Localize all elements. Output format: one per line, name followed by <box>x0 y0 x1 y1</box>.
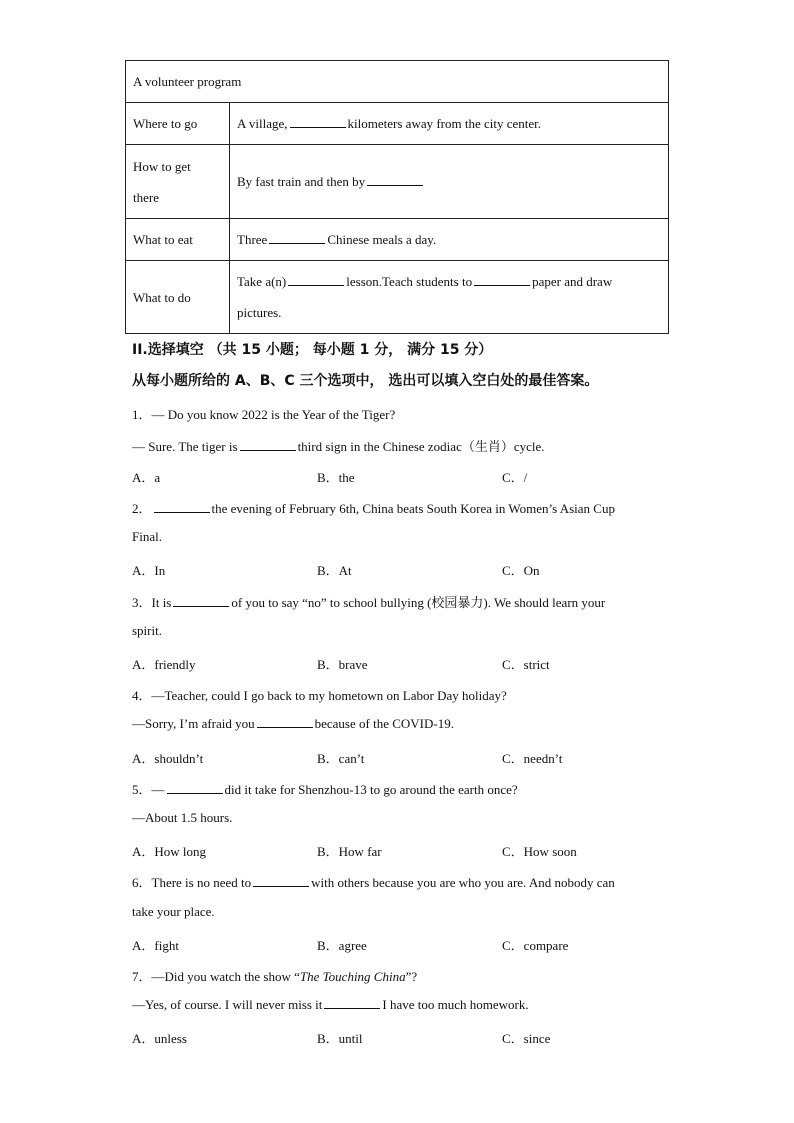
option-a[interactable]: A．a <box>132 470 161 485</box>
option-c[interactable]: C．since <box>502 1031 551 1046</box>
question-6-line-1: 6．There is no need to with others because you are who you are. And nobody can <box>132 875 615 890</box>
answer-blank[interactable] <box>257 717 313 728</box>
option-b[interactable]: B．agree <box>317 938 367 953</box>
answer-blank[interactable] <box>324 998 380 1009</box>
answer-blank[interactable] <box>290 117 346 128</box>
row-label-do: What to do <box>126 261 230 334</box>
question-4-line-1: 4．—Teacher, could I go back to my hometown on Labor Day holiday? <box>132 688 507 703</box>
row-value-how: By fast train and then by <box>230 145 669 219</box>
option-b[interactable]: B．can’t <box>317 751 365 766</box>
question-1-line-1: 1．— Do you know 2022 is the Year of the Tiger? <box>132 407 396 422</box>
question-3-line-2: spirit. <box>132 623 162 638</box>
section-instruction: 从每小题所给的 A、B、C 三个选项中， 选出可以填入空白处的最佳答案。 <box>132 373 599 389</box>
option-a[interactable]: A．fight <box>132 938 179 953</box>
volunteer-program-table <box>125 60 669 334</box>
answer-blank[interactable] <box>253 876 309 887</box>
option-c[interactable]: C．needn’t <box>502 751 563 766</box>
question-6-line-2: take your place. <box>132 904 215 919</box>
answer-blank[interactable] <box>288 275 344 286</box>
row-label-eat: What to eat <box>126 219 230 261</box>
option-b[interactable]: B．brave <box>317 657 368 672</box>
option-b[interactable]: B．At <box>317 563 352 578</box>
option-b[interactable]: B．How far <box>317 844 382 859</box>
answer-blank[interactable] <box>474 275 530 286</box>
row-label-where: Where to go <box>126 103 230 145</box>
question-5-line-2: —About 1.5 hours. <box>132 810 233 825</box>
answer-blank[interactable] <box>240 440 296 451</box>
question-3-line-1: 3．It is of you to say “no” to school bullying (校园暴力). We should learn your <box>132 595 606 610</box>
question-2-line-1: 2． the evening of February 6th, China beats South Korea in Women’s Asian Cup <box>132 501 615 516</box>
question-1-line-2: — Sure. The tiger is third sign in the Chinese zodiac（生肖）cycle. <box>132 439 545 454</box>
option-c[interactable]: C．/ <box>502 470 528 485</box>
section-title: II.选择填空 （共 15 小题； 每小题 1 分， 满分 15 分） <box>132 342 493 358</box>
option-a[interactable]: A．In <box>132 563 166 578</box>
option-c[interactable]: C．How soon <box>502 844 577 859</box>
option-b[interactable]: B．the <box>317 470 355 485</box>
option-a[interactable]: A．How long <box>132 844 207 859</box>
row-value-do: Take a(n) lesson.Teach students to paper and draw pictures. <box>230 261 669 334</box>
row-label-how: How to get there <box>126 145 230 219</box>
answer-blank[interactable] <box>154 502 210 513</box>
option-c[interactable]: C．strict <box>502 657 550 672</box>
question-2-line-2: Final. <box>132 529 162 544</box>
row-value-where: A village, kilometers away from the city center. <box>230 103 669 145</box>
option-a[interactable]: A．friendly <box>132 657 196 672</box>
row-value-eat: Three Chinese meals a day. <box>230 219 669 261</box>
option-c[interactable]: C．On <box>502 563 540 578</box>
question-5-line-1: 5．— did it take for Shenzhou-13 to go around the earth once? <box>132 782 518 797</box>
option-a[interactable]: A．shouldn’t <box>132 751 204 766</box>
question-4-line-2: —Sorry, I’m afraid you because of the COVID-19. <box>132 716 454 731</box>
answer-blank[interactable] <box>173 596 229 607</box>
answer-blank[interactable] <box>367 175 423 186</box>
table-title: A volunteer program <box>126 61 669 103</box>
option-b[interactable]: B．until <box>317 1031 363 1046</box>
option-c[interactable]: C．compare <box>502 938 569 953</box>
answer-blank[interactable] <box>269 233 325 244</box>
question-7-line-1: 7．—Did you watch the show “The Touching China”? <box>132 969 418 984</box>
question-7-line-2: —Yes, of course. I will never miss it I have too much homework. <box>132 997 529 1012</box>
answer-blank[interactable] <box>167 783 223 794</box>
option-a[interactable]: A．unless <box>132 1031 187 1046</box>
